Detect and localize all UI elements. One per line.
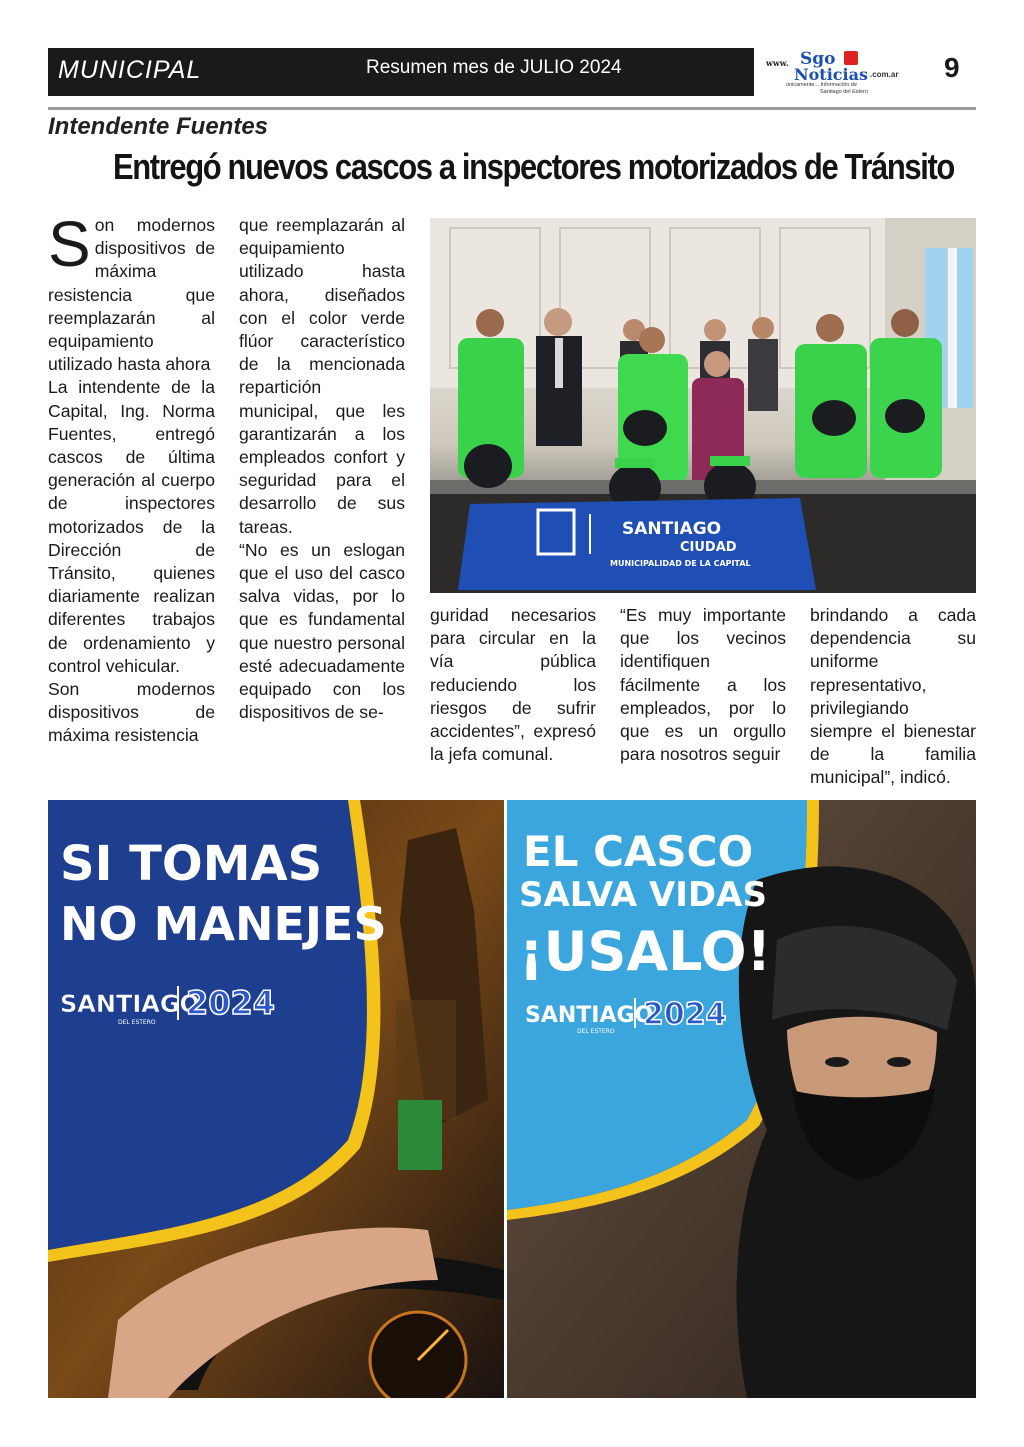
ad-drink-drive xyxy=(48,800,504,1398)
ad-brand-sub: DEL ESTERO xyxy=(577,1028,615,1035)
ad-headline-1: SI TOMAS xyxy=(60,836,323,892)
ad-brand: SANTIAGO xyxy=(60,990,200,1018)
header-rule xyxy=(48,107,976,110)
logo-sgo: Sgo xyxy=(800,49,836,69)
banner-text-2: CIUDAD xyxy=(680,540,737,555)
ad-year: 2024 xyxy=(643,997,727,1032)
logo-noticias: Noticias xyxy=(794,65,868,84)
article-column-1 xyxy=(48,208,215,748)
ad-helmet-art xyxy=(507,800,976,1398)
article-lead: on modernos dispositivos de máxima resistencia que reemplazarán al equipamiento utilizado hasta ahora xyxy=(48,215,215,375)
logo-tagline-2: Santiago del Estero xyxy=(820,89,869,95)
banner-text-1: SANTIAGO xyxy=(622,519,722,539)
page-header xyxy=(48,48,976,98)
banner-text-3: MUNICIPALIDAD DE LA CAPITAL xyxy=(610,559,751,568)
site-logo xyxy=(760,48,930,96)
section-bar xyxy=(48,48,754,96)
photo-illustration xyxy=(430,218,976,593)
ad-year: 2024 xyxy=(186,984,276,1022)
article-paragraph: Son modernos dispositivos de máxima resistencia xyxy=(48,679,215,746)
article-headline: Entregó nuevos cascos a inspectores motorizados de Tránsito xyxy=(112,146,954,187)
article-column-2 xyxy=(239,214,405,724)
section-title: MUNICIPAL xyxy=(58,56,202,84)
logo-domain: .com.ar xyxy=(870,70,899,79)
article-paragraph: “No es un eslogan que el uso del casco salva vidas, por lo que es fundamental que nuestro personal esté adecuadamente equipado con los dispositivos de se- xyxy=(239,539,405,723)
ad-headline-2: NO MANEJES xyxy=(60,897,387,951)
article-column-5 xyxy=(810,604,976,790)
article-kicker: Intendente Fuentes xyxy=(48,113,269,140)
article-paragraph: guridad necesarios para circular en la vía pública reduciendo los riesgos de sufrir accidentes”, expresó la jefa comunal. xyxy=(430,605,596,765)
ad-brand-sub: DEL ESTERO xyxy=(118,1019,156,1026)
article-column-3 xyxy=(430,604,596,766)
drop-cap: S xyxy=(48,208,91,280)
article-paragraph: La intendente de la Capital, Ing. Norma Fuentes, entregó cascos de última generación al cuerpo de inspectores motorizados de la Dirección de Tránsito, quienes diariamente realizan diferentes trabajos de ordenamiento y control vehicular. xyxy=(48,377,215,676)
article-paragraph: brindando a cada dependencia su uniforme representativo, privilegiando siempre el bienestar de la familia municipal”, indicó. xyxy=(810,605,976,788)
page-number: 9 xyxy=(944,52,960,83)
article-column-4 xyxy=(620,604,786,766)
ad-headline-2: SALVA VIDAS xyxy=(519,875,767,915)
municipal-banner xyxy=(458,498,816,590)
ad-headline-3: ¡USALO! xyxy=(519,920,772,983)
ad-headline-1: EL CASCO xyxy=(523,827,754,876)
logo-www: www. xyxy=(766,58,789,68)
ad-drink-drive-art xyxy=(48,800,504,1398)
article-paragraph: que reemplazarán al equipamiento utilizado hasta ahora, diseñados con el color verde flúor característico de la mencionada repartición municipal, que les garantizarán a los empleados confort y seguridad para el desarrollo de sus tareas. xyxy=(239,215,405,537)
ad-brand: SANTIAGO xyxy=(525,1003,654,1028)
logo-flag-icon xyxy=(844,51,858,65)
issue-label: Resumen mes de JULIO 2024 xyxy=(366,57,622,78)
article-photo xyxy=(430,218,976,593)
logo-tagline: únicamente... Información de xyxy=(786,82,857,88)
article-paragraph: “Es muy importante que los vecinos identifiquen fácilmente a los empleados, por lo que es un orgullo para nosotros seguir xyxy=(620,605,786,765)
ad-helmet xyxy=(507,800,976,1398)
